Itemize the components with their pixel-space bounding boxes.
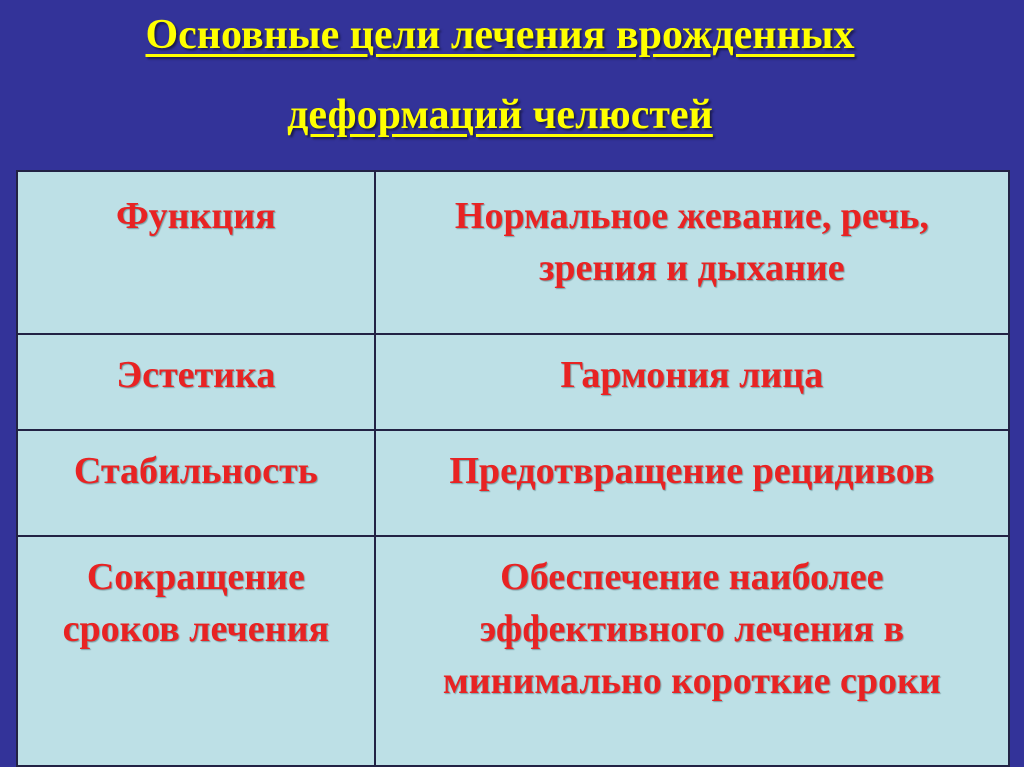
goal-cell-duration: Сокращение сроков лечения <box>17 536 375 766</box>
table-row <box>17 430 1009 536</box>
slide-title-line-2: деформаций челюстей <box>287 92 713 138</box>
table-row <box>17 171 1009 334</box>
goal-cell-aesthetics: Эстетика <box>17 334 375 430</box>
slide-title-line-1: Основные цели лечения врожденных <box>145 12 855 58</box>
goal-cell-stability: Стабильность <box>17 430 375 536</box>
table-row <box>17 334 1009 430</box>
table-row <box>17 536 1009 766</box>
description-cell-aesthetics: Гармония лица <box>375 334 1009 430</box>
goal-cell-function: Функция <box>17 171 375 334</box>
goals-table <box>16 170 1010 767</box>
description-cell-duration: Обеспечение наиболее эффективного лечения в минимально короткие сроки <box>375 536 1009 766</box>
description-cell-function: Нормальное жевание, речь, зрения и дыхание <box>375 171 1009 334</box>
description-cell-stability: Предотвращение рецидивов <box>375 430 1009 536</box>
